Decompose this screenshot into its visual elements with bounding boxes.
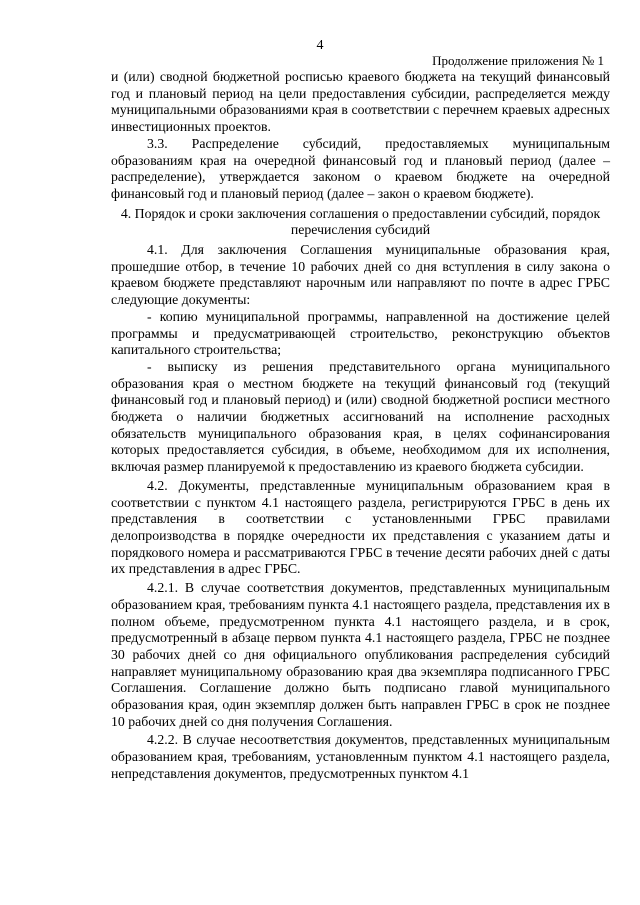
- paragraph-4-2-2: 4.2.2. В случае несоответствия документов, представленных муниципальным образованием края, требованиям, установленным пунктом 4.1 настоящего раздела, непредставления документов, предусмотренных пунктом 4.1: [111, 732, 610, 781]
- section-heading-4: 4. Порядок и сроки заключения соглашения о предоставлении субсидий, порядок перечисления субсидий: [120, 205, 601, 238]
- paragraph-3-3: 3.3. Распределение субсидий, предоставляемых муниципальным образованиям края на очередной финансовый год и плановый период (далее – распределение), утверждается законом о краевом бюджете на очередной финансовый год и плановый период (далее – закон о краевом бюджете).: [111, 135, 610, 201]
- appendix-continuation-note: Продолжение приложения № 1: [432, 53, 604, 68]
- document-body: [111, 69, 610, 783]
- paragraph-4-2: 4.2. Документы, представленные муниципальным образованием края в соответствии с пунктом 4.1 настоящего раздела, регистрируются ГРБС в день их представления в соответствии с установленными ГРБС правилами делопроизводства в порядке очередности их представления с указанием даты и порядкового номера и рассматриваются ГРБС в течение десяти рабочих дней с даты их представления в адрес ГРБС.: [111, 477, 610, 577]
- list-item-budget-extract: - выписку из решения представительного органа муниципального образования края о местном бюджете на текущий финансовый год (текущий финансовый год и плановый период) и (или) сводной бюджетной росписи местного бюджета о наличии бюджетных ассигнований на исполнение расходных обязательств муниципального образования края, в целях софинансирования которых предоставляется субсидия, в объеме, необходимом для их исполнения, включая размер планируемой к предоставлению из краевого бюджета субсидии.: [111, 358, 610, 475]
- paragraph-continuation: и (или) сводной бюджетной росписью краевого бюджета на текущий финансовый год и плановый период на цели предоставления субсидии, распределяется между муниципальными образованиями края в соответствии с перечнем краевых адресных инвестиционных проектов.: [111, 69, 610, 135]
- list-item-program-copy: - копию муниципальной программы, направленной на достижение целей программы и предусматривающей строительство, реконструкцию объектов капитального строительства;: [111, 308, 610, 358]
- page-number: 4: [316, 38, 324, 53]
- paragraph-4-2-1: 4.2.1. В случае соответствия документов, представленных муниципальным образованием края, требованиям пункта 4.1 настоящего раздела, представления их в полном объеме, предусмотренном пункта 4.1 настоящего раздела, и в срок, предусмотренный в абзаце первом пункта 4.1 настоящего раздела, ГРБС не позднее 30 рабочих дней со дня официального опубликования распределения субсидий направляет муниципальному образованию края два экземпляра подписанного ГРБС Соглашения. Соглашение должно быть подписано главой муниципального образования края, один экземпляр должен быть направлен ГРБС в срок не позднее 10 рабочих дней со дня получения Соглашения.: [111, 580, 610, 729]
- paragraph-4-1: 4.1. Для заключения Соглашения муниципальные образования края, прошедшие отбор, в течение 10 рабочих дней со дня вступления в силу закона о краевом бюджете представляют нарочным или направляют по почте в адрес ГРБС следующие документы:: [111, 242, 610, 308]
